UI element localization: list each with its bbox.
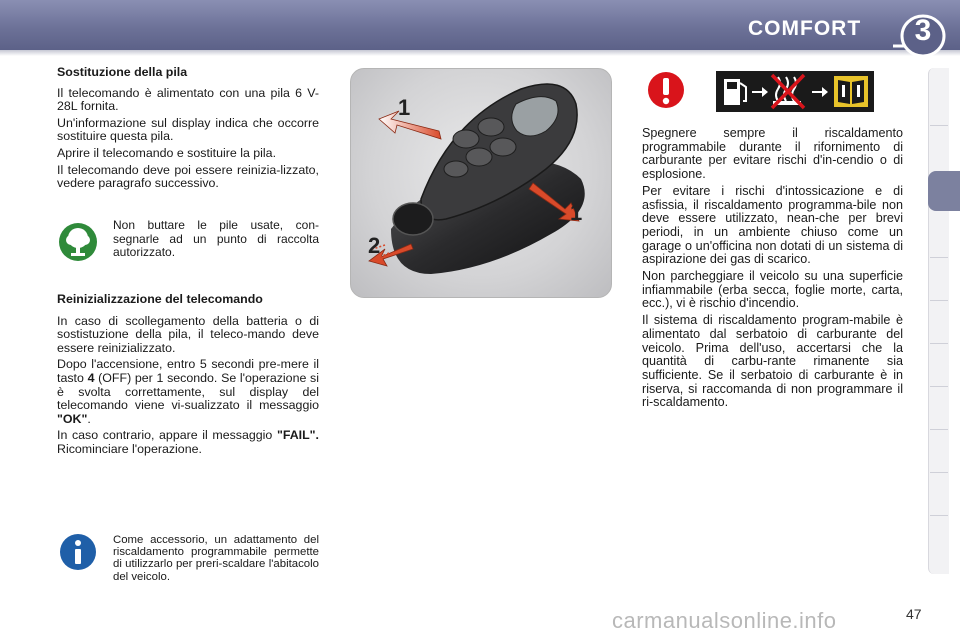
watermark: carmanualsonline.info (612, 608, 837, 633)
text-run: Dopo l'accensione, entro 5 secondi pre-mere il tasto (57, 357, 319, 385)
recycle-note (113, 219, 319, 263)
paragraph: Un'informazione sul display indica che occorre sostituire questa pila. (57, 115, 319, 144)
callout-1-right: 1 (570, 200, 583, 225)
tab-divider (930, 257, 948, 258)
paragraph (57, 358, 319, 426)
info-icon (58, 532, 98, 572)
fail-message: "FAIL". (276, 428, 319, 443)
tab-divider (930, 343, 948, 344)
paragraph: Il telecomando deve poi essere reinizia-lizzato, vedere paragrafo successivo. (57, 162, 319, 191)
paragraph: In caso di scollegamento della batteria o di sostistuzione della pila, il teleco-mando deve essere reinizializzato. (57, 313, 319, 355)
remote-control-illustration (351, 69, 611, 297)
recycle-icon (57, 221, 99, 263)
manual-book-icon (834, 76, 868, 107)
text-run: (OFF) per 1 secondo. Se l'operazione si è svolta correttamente, sul display del telecomando viene vi-sualizzato il messaggio (57, 370, 319, 413)
remote-control-figure (350, 68, 612, 298)
chapter-tab-rail (928, 68, 949, 574)
chapter-tab-active[interactable] (928, 171, 960, 211)
accessory-note (113, 534, 319, 586)
tab-divider (930, 472, 948, 473)
paragraph: Il sistema di riscaldamento program-mabile è alimentato dal serbatoio di carburante del veicolo. Prima dell'uso, accertarsi che la quantità di carbu-rante rimanente sia sufficiente. Se il serbatoio di carburante è in riserva, si raccomanda di non programmare il ri-scaldamento. (642, 313, 903, 410)
remote-reinit-section (57, 293, 319, 460)
text-run: Ricominciare l'operazione. (57, 441, 202, 456)
paragraph: Spegnere sempre il riscaldamento programmabile durante il rifornimento di carburante per evitare rischi d'in-cendio o di esplosione. (642, 126, 903, 182)
paragraph: Il telecomando è alimentato con una pila 6 V-28L fornita. (57, 85, 319, 114)
callout-2: 2 (368, 233, 381, 258)
safety-warnings (642, 127, 903, 413)
tab-divider (930, 515, 948, 516)
paragraph (57, 429, 319, 456)
page-number: 47 (906, 606, 922, 622)
tab-divider (930, 386, 948, 387)
section-title: Sostituzione della pila (57, 65, 188, 79)
section-title: Reinizializzazione del telecomando (57, 292, 263, 306)
tab-divider (930, 125, 948, 126)
tab-divider (930, 300, 948, 301)
callout-1-top: 1 (398, 95, 411, 120)
paragraph: Aprire il telecomando e sostituire la pila. (57, 145, 277, 160)
header-shadow (0, 50, 960, 56)
text-run: In caso contrario, appare il messaggio (57, 428, 277, 443)
key-number: 4 (87, 370, 95, 385)
chapter-number: 3 (914, 14, 932, 47)
paragraph: Per evitare i rischi d'intossicazione e di asfissia, il riscaldamento programma-bile non deve essere utilizzato, nean-che per brevi periodi, in un ambiente chiuso come un garage o un'officina non dotati di un sistema di aspirazione dei gas di scarico. (642, 183, 903, 267)
paragraph: Non parcheggiare il veicolo su una superficie infiammabile (erba secca, foglie morte, carta, ecc.), vi è rischio d'incendio. (642, 269, 903, 311)
warning-icon (646, 70, 686, 110)
ok-message: "OK" (57, 411, 88, 426)
refuelling-pictogram (716, 71, 874, 112)
chapter-title: COMFORT (748, 17, 862, 40)
note-text: Come accessorio, un adattamento del riscaldamento programmabile permette di utilizzarlo per preri-scaldare l'abitacolo del veicolo. (113, 534, 319, 583)
tab-divider (930, 429, 948, 430)
text-run: . (87, 411, 91, 426)
battery-replacement-section (57, 66, 319, 194)
note-text: Non buttare le pile usate, con-segnarle ad un punto di raccolta autorizzato. (113, 218, 319, 259)
